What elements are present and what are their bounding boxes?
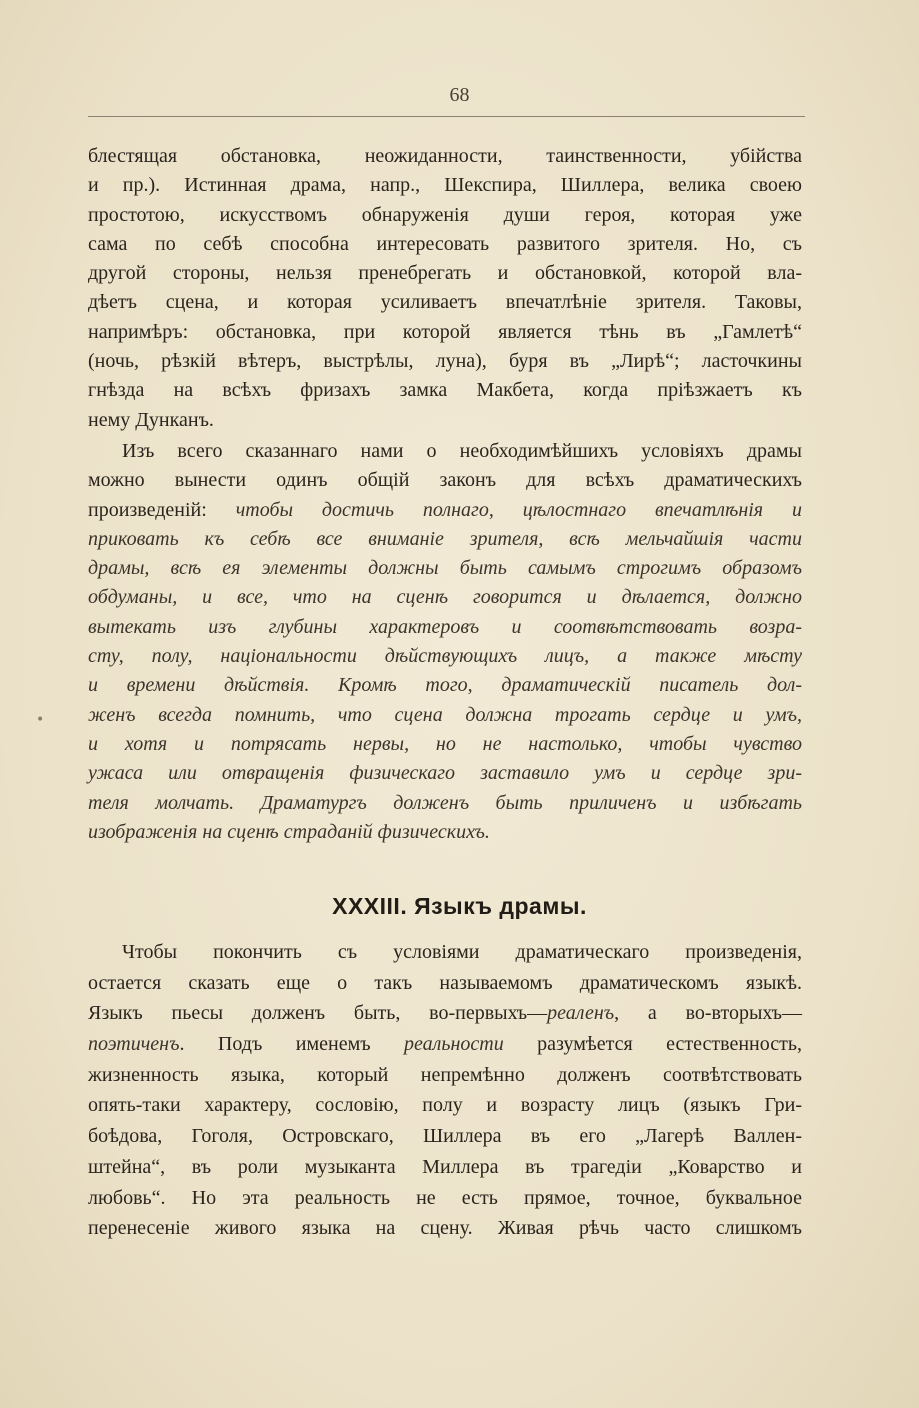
italic-line: женъ всегда помнить, что сцена должна трогать сердце и умъ, (88, 703, 802, 726)
italic-run: реаленъ (547, 1002, 615, 1025)
italic-line: приковать къ себѣ все вниманіе зрителя, всѣ мельчайшія части (88, 527, 802, 550)
italic-line: сту, полу, національности дѣйствующихъ лицъ, а также мѣсту (88, 645, 802, 668)
italic-run: чтобы достичь полнаго, цѣлостнаго впечатлѣнія и (235, 498, 802, 521)
text-line: остается сказать еще о такъ называемомъ драматическомъ языкѣ. (88, 971, 802, 994)
italic-line: и времени дѣйствія. Кромѣ того, драматическій писатель дол- (88, 674, 802, 697)
section-heading: XXXIII. Языкъ драмы. (332, 893, 587, 919)
text-line (88, 496, 802, 525)
text-line: Чтобы покончить съ условіями драматическаго произведенія, (122, 941, 802, 963)
text-line: нему Дунканъ. (88, 408, 214, 431)
italic-line: ужаса или отвращенія физическаго заставило умъ и сердце зри- (88, 762, 802, 785)
text-line: напримѣръ: обстановка, при которой является тѣнь въ „Гамлетѣ“ (88, 320, 802, 343)
header-rule (88, 116, 805, 117)
italic-line: изображенія на сценѣ страданій физическихъ. (88, 820, 490, 843)
page-number: 68 (449, 84, 470, 106)
text-run: . Подъ именемъ (179, 1033, 405, 1056)
text-line: жизненность языка, который непремѣнно долженъ соотвѣтствовать (88, 1063, 802, 1086)
text-run: произведеній: (88, 498, 236, 521)
text-line: любовь“. Но эта реальность не есть прямое, точное, буквальное (88, 1186, 802, 1209)
text-line: другой стороны, нельзя пренебрегать и обстановкой, которой вла- (88, 262, 802, 285)
text-run: Языкъ пьесы долженъ быть, во-первыхъ— (88, 1002, 548, 1025)
paragraph-2 (88, 437, 802, 847)
text-line (88, 998, 802, 1029)
text-line: перенесеніе живого языка на сцену. Живая рѣчь часто слишкомъ (88, 1217, 802, 1240)
italic-run: поэтиченъ (88, 1033, 180, 1056)
text-line: и пр.). Истинная драма, напр., Шекспира, Шиллера, велика своею (88, 174, 802, 197)
margin-dot: • (36, 712, 45, 728)
text-run: разумѣется естественность, (503, 1033, 802, 1056)
text-line (88, 1029, 802, 1060)
italic-line: драмы, всѣ ея элементы должны быть самымъ строгимъ образомъ (88, 557, 802, 580)
text-line: (ночь, рѣзкій вѣтеръ, выстрѣлы, луна), буря въ „Лирѣ“; ласточкины (88, 350, 802, 373)
text-line: штейна“, въ роли музыканта Миллера въ трагедіи „Коварство и (88, 1155, 802, 1178)
italic-run: реальности (404, 1033, 504, 1056)
text-line: дѣетъ сцена, и которая усиливаетъ впечатлѣніе зрителя. Таковы, (88, 291, 802, 314)
text-line: гнѣзда на всѣхъ фризахъ замка Макбета, когда пріѣзжаетъ къ (88, 379, 802, 402)
text-line: сама по себѣ способна интересовать развитого зрителя. Но, съ (88, 232, 802, 255)
text-line: простотою, искусствомъ обнаруженія души героя, которая уже (88, 203, 802, 226)
italic-line: теля молчать. Драматургъ долженъ быть приличенъ и избѣгать (88, 791, 802, 814)
paragraph-3 (88, 937, 802, 1244)
italic-line: и хотя и потрясать нервы, но не настолько, чтобы чувство (88, 732, 802, 755)
text-line: Изъ всего сказаннаго нами о необходимѣйшихъ условіяхъ драмы (122, 440, 802, 462)
italic-line: вытекать изъ глубины характеровъ и соотвѣтствовать возра- (88, 615, 802, 638)
text-line: опять-таки характеру, сословію, полу и возрасту лицъ (языкъ Гри- (88, 1094, 802, 1117)
text-run: , а во-вторыхъ— (614, 1002, 802, 1025)
paragraph-1 (88, 142, 802, 435)
italic-line: обдуманы, и все, что на сценѣ говорится и дѣлается, должно (88, 586, 802, 609)
text-line: боѣдова, Гоголя, Островскаго, Шиллера въ его „Лагерѣ Валлен- (88, 1125, 802, 1148)
text-line: можно вынести одинъ общій законъ для всѣхъ драматическихъ (88, 469, 802, 492)
text-line: блестящая обстановка, неожиданности, таинственности, убійства (88, 145, 802, 167)
